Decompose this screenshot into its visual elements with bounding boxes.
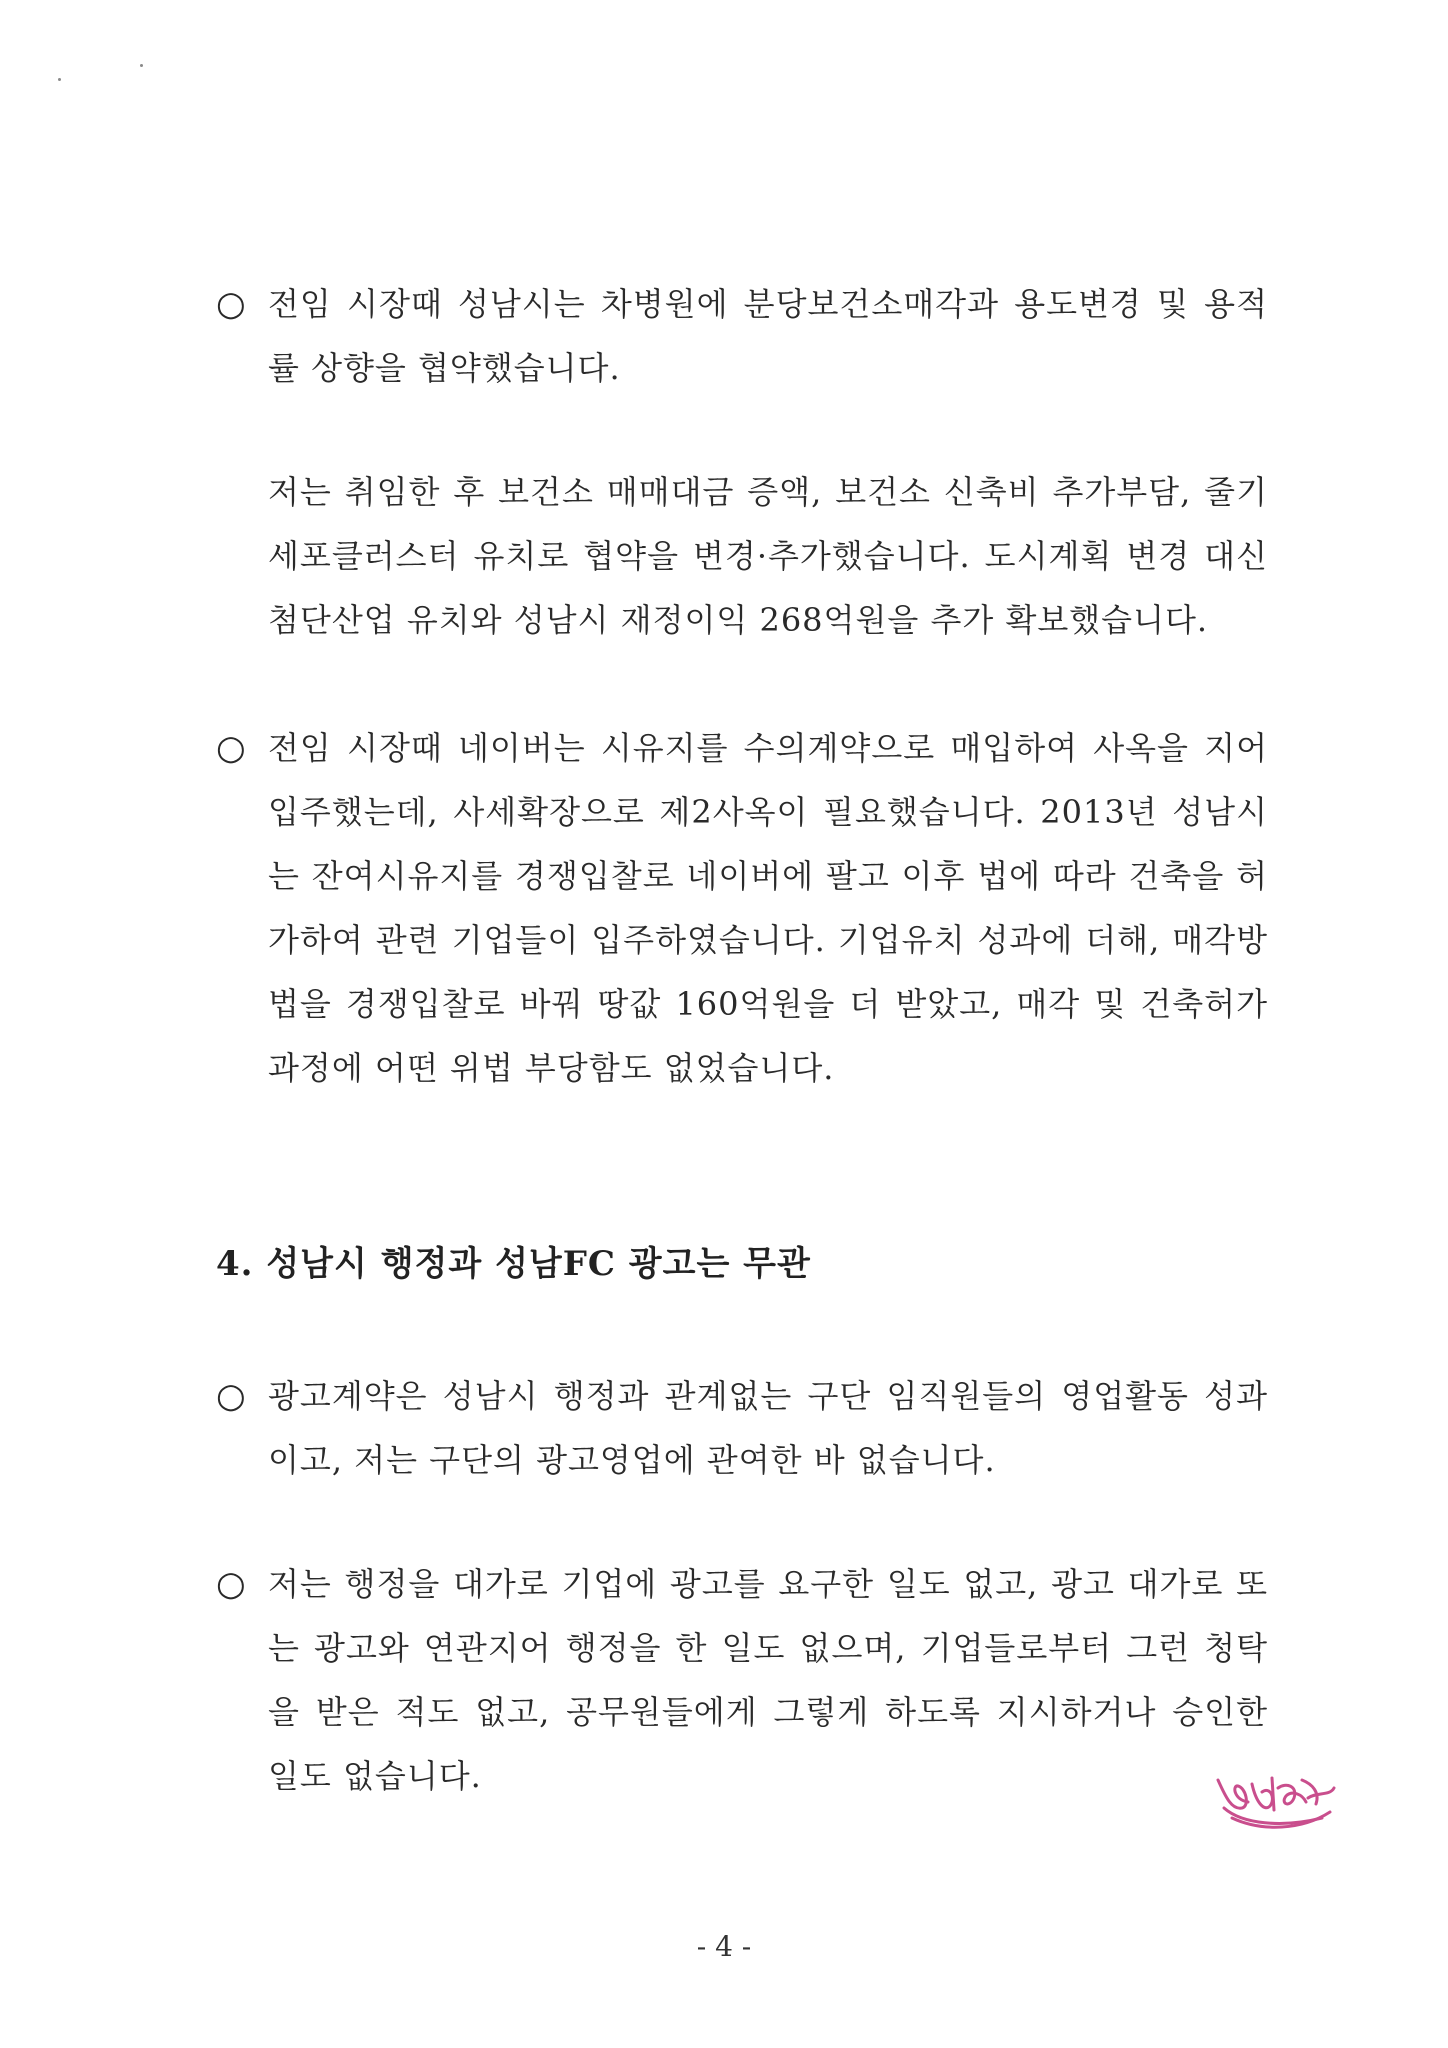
paragraph-text: 전임 시장때 네이버는 시유지를 수의계약으로 매입하여 사옥을 지어 입주했는데, 사세확장으로 제2사옥이 필요했습니다. 2013년 성남시는 잔여시유지를 경쟁입찰로 네이버에 팔고 이후 법에 따라 건축을 허가하여 관련 기업들이 입주하였습니다. 기업유치 성과에 더해, 매각방법을 경쟁입찰로 바꿔 땅값 160억원을 더 받았고, 매각 및 건축허가 과정에 어떤 위법 부당함도 없었습니다. xyxy=(268,729,1268,1087)
bullet-paragraph-3 xyxy=(216,716,1268,1100)
bullet-paragraph-1 xyxy=(216,272,1268,400)
section-heading: 4. 성남시 행정과 성남FC 광고는 무관 xyxy=(216,1244,811,1284)
signature-stamp xyxy=(1212,1758,1342,1838)
page-number: - 4 - xyxy=(696,1930,752,1963)
plain-paragraph-2: 저는 취임한 후 보건소 매매대금 증액, 보건소 신축비 추가부담, 줄기세포클러스터 유치로 협약을 변경·추가했습니다. 도시계획 변경 대신 첨단산업 유치와 성남시 재정이익 268억원을 추가 확보했습니다. xyxy=(268,473,1268,639)
circle-bullet-icon: ○ xyxy=(216,284,246,324)
scan-speck xyxy=(58,78,61,81)
paragraph-text: 저는 행정을 대가로 기업에 광고를 요구한 일도 없고, 광고 대가로 또는 광고와 연관지어 행정을 한 일도 없으며, 기업들로부터 그런 청탁을 받은 적도 없고, 공무원들에게 그렇게 하도록 지시하거나 승인한 일도 없습니다. xyxy=(268,1565,1268,1795)
paragraph-text: 광고계약은 성남시 행정과 관계없는 구단 임직원들의 영업활동 성과이고, 저는 구단의 광고영업에 관여한 바 없습니다. xyxy=(268,1377,1268,1479)
section-bullet-paragraph-2 xyxy=(216,1552,1268,1808)
scan-speck xyxy=(140,64,143,67)
circle-bullet-icon: ○ xyxy=(216,728,246,768)
paragraph-text: 전임 시장때 성남시는 차병원에 분당보건소매각과 용도변경 및 용적률 상향을 협약했습니다. xyxy=(268,285,1268,387)
circle-bullet-icon: ○ xyxy=(216,1564,246,1604)
circle-bullet-icon: ○ xyxy=(216,1376,246,1416)
section-bullet-paragraph-1 xyxy=(216,1364,1268,1492)
